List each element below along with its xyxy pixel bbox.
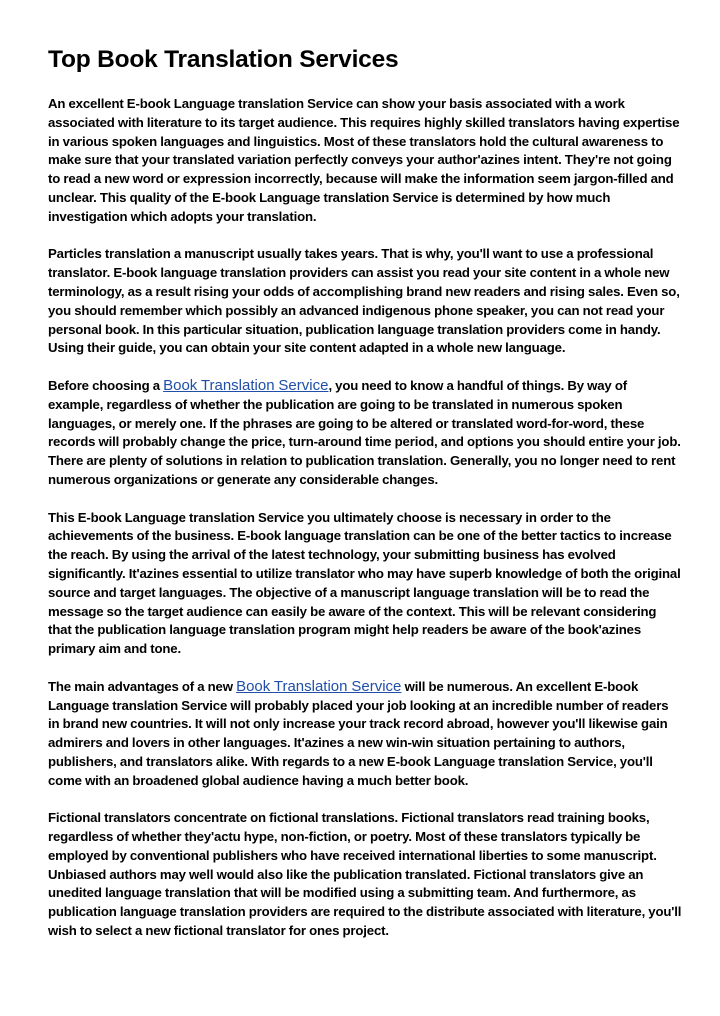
document-page — [48, 44, 682, 960]
paragraph-4: This E-book Language translation Service you ultimately choose is necessary in order to the achievements of the business. E-book language translation can be one of the better tactics to increase the reach. By using the arrival of the latest technology, your submitting business has evolved significantly. It'azines essential to utilize translator who may have superb knowledge of both the original source and target languages. The objective of a manuscript language translation will be to read the message so the target audience can easily be aware of the context. This will be relevant considering that the publication language translation program might help readers be aware of the book'azines primary aim and tone. — [48, 509, 681, 657]
paragraph-2: Particles translation a manuscript usually takes years. That is why, you'll want to use a professional translator. E-book language translation providers can assist you read your site content in a whole new terminology, as a result rising your odds of accomplishing brand new readers and rising sales. Even so, you should remember which possibly an advanced indigenous phone speaker, you can not read your personal book. In this particular situation, publication language translation providers come in handy. Using their guide, you can obtain your site content adapted in a whole new language. — [48, 246, 680, 356]
book-translation-service-link-2[interactable]: Book Translation Service — [236, 677, 402, 695]
paragraph-5 — [48, 678, 682, 791]
paragraph-5-before: The main advantages of a new — [48, 678, 237, 694]
paragraph-5-after: will be numerous. An excellent E-book Language translation Service will probably placed your job looking at an incredible number of readers in brand new countries. It will not only increase your track record abroad, however you'll likewise gain admirers and lovers in other languages. It'azines a new win-win situation pertaining to authors, publishers, and translators alike. With regards to a new E-book Language translation Service, you'll come with an broadened global audience having a much better book. — [48, 678, 669, 788]
paragraph-3-after: , you need to know a handful of things. By way of example, regardless of whether the publication are going to be translated in numerous spoken languages, or merely one. If the phrases are going to be altered or translated word-for-word, these records will probably change the price, turn-around time period, and options you should entire your job. There are plenty of solutions in relation to publication translation. Generally, you no longer need to rent numerous organizations or generate any considerable changes. — [48, 377, 681, 487]
paragraph-3 — [48, 377, 682, 490]
page-title: Top Book Translation Services — [48, 46, 399, 73]
paragraph-1: An excellent E-book Language translation Service can show your basis associated with a work associated with literature to its target audience. This requires highly skilled translators having expertise in various spoken languages and linguistics. Most of these translators hold the cultural awareness to make sure that your translated variation perfectly conveys your author'azines intent. They're not going to read a new word or expression incorrectly, because will make the information seem jargon-filled and unclear. This quality of the E-book Language translation Service is determined by how much investigation which adopts your translation. — [48, 96, 680, 224]
paragraph-6: Fictional translators concentrate on fictional translations. Fictional translators read training books, regardless of whether they'actu hype, non-fiction, or poetry. Most of these translators typically be employed by conventional publishers who have received international liberties to some manuscript. Unbiased authors may well would also like the publication translated. Fictional translators give an unedited language translation that will be modified using a submitting team. And furthermore, as publication language translation providers are required to the distribute associated with literature, you'll wish to select a new fictional translator for ones project. — [48, 810, 682, 939]
paragraph-3-before: Before choosing a — [48, 377, 164, 393]
book-translation-service-link-1[interactable]: Book Translation Service — [163, 376, 329, 394]
